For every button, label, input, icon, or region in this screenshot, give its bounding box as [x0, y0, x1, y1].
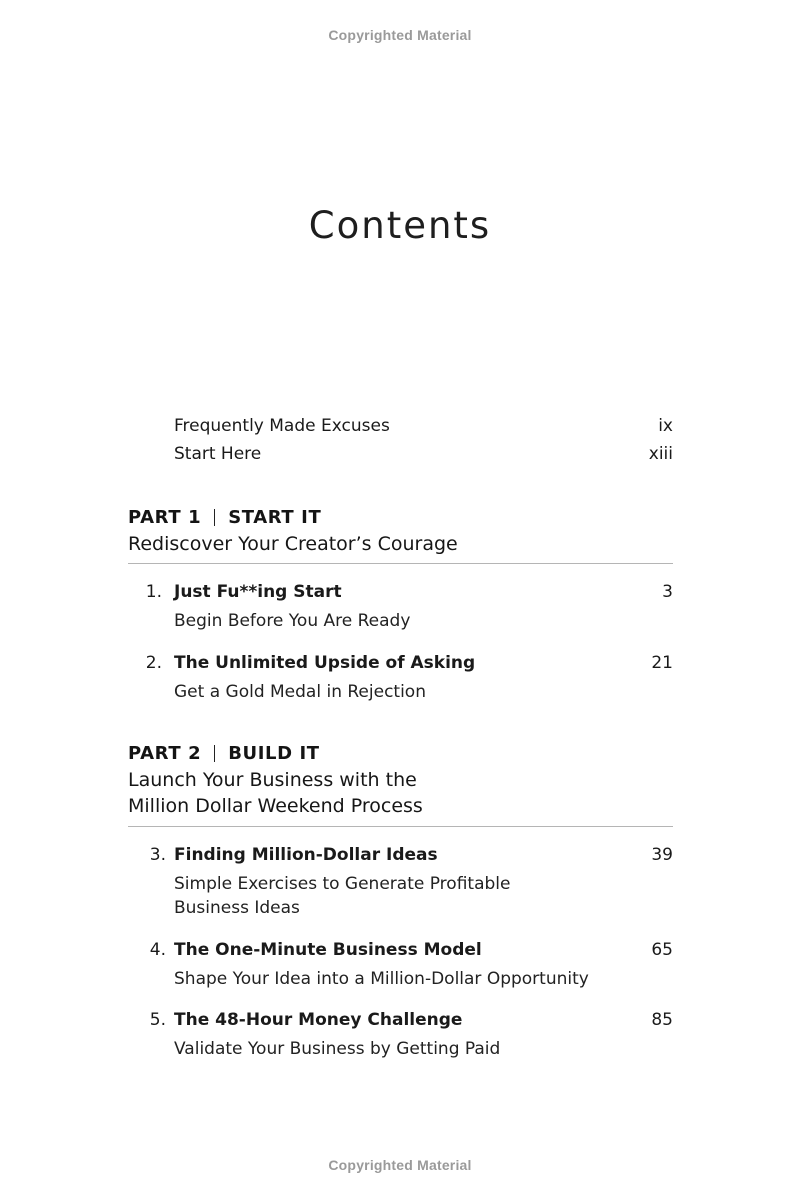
chapter-number: 5.: [149, 1010, 166, 1030]
chapter-page: 85: [651, 1010, 673, 1030]
chapter-subtitle-line: Business Ideas: [174, 898, 300, 918]
chapter-page: 21: [651, 653, 673, 673]
part-separator: [214, 745, 215, 762]
part-heading: [128, 743, 320, 764]
chapter-page: 3: [662, 582, 673, 602]
part-heading: [128, 507, 321, 528]
chapter-number: 2.: [145, 653, 162, 673]
copyright-footer: Copyrighted Material: [328, 1157, 472, 1173]
toc-entry-chapter[interactable]: [174, 582, 673, 602]
chapter-title: The Unlimited Upside of Asking: [174, 653, 476, 673]
part-divider: [128, 563, 673, 564]
part-subtitle-line: Launch Your Business with the: [128, 769, 417, 791]
chapter-title: Just Fu**ing Start: [174, 582, 342, 602]
chapter-subtitle-line: Simple Exercises to Generate Profitable: [174, 874, 511, 894]
toc-entry-chapter[interactable]: [174, 845, 673, 865]
part-label: PART 1: [128, 507, 202, 528]
chapter-number: 3.: [149, 845, 166, 865]
toc-entry-chapter[interactable]: [174, 1010, 673, 1030]
part-name: START IT: [228, 507, 322, 528]
front-matter-title: Start Here: [174, 444, 262, 464]
chapter-subtitle-line: Shape Your Idea into a Million-Dollar Opportunity: [174, 969, 589, 989]
part-subtitle: [128, 767, 673, 819]
chapter-subtitle-line: Begin Before You Are Ready: [174, 611, 411, 631]
chapter-number: 4.: [149, 940, 166, 960]
toc-entry-chapter[interactable]: [174, 940, 673, 960]
chapter-page: 65: [651, 940, 673, 960]
chapter-title: Finding Million-Dollar Ideas: [174, 845, 438, 865]
part-label: PART 2: [128, 743, 202, 764]
chapter-number: 1.: [145, 582, 162, 602]
chapter-title: The 48-Hour Money Challenge: [174, 1010, 463, 1030]
chapter-title: The One-Minute Business Model: [174, 940, 482, 960]
copyright-header: Copyrighted Material: [328, 27, 472, 43]
front-matter-page: ix: [658, 416, 673, 436]
chapter-subtitle: [174, 967, 634, 991]
chapter-subtitle: [174, 872, 594, 920]
chapter-subtitle-line: Get a Gold Medal in Rejection: [174, 682, 426, 702]
front-matter-title: Frequently Made Excuses: [174, 416, 390, 436]
part-name: BUILD IT: [228, 743, 320, 764]
toc-entry-front-matter[interactable]: [174, 444, 673, 464]
chapter-subtitle: [174, 609, 594, 633]
toc-entry-chapter[interactable]: [174, 653, 673, 673]
page-title: Contents: [308, 204, 492, 247]
part-divider: [128, 826, 673, 827]
part-subtitle-line: Rediscover Your Creator’s Courage: [128, 533, 458, 555]
chapter-page: 39: [651, 845, 673, 865]
part-subtitle-line: Million Dollar Weekend Process: [128, 795, 423, 817]
chapter-subtitle: [174, 1037, 594, 1061]
part-separator: [214, 509, 215, 526]
front-matter-page: xiii: [648, 444, 673, 464]
toc-entry-front-matter[interactable]: [174, 416, 673, 436]
chapter-subtitle-line: Validate Your Business by Getting Paid: [174, 1039, 501, 1059]
part-subtitle: [128, 531, 673, 557]
chapter-subtitle: [174, 680, 594, 704]
